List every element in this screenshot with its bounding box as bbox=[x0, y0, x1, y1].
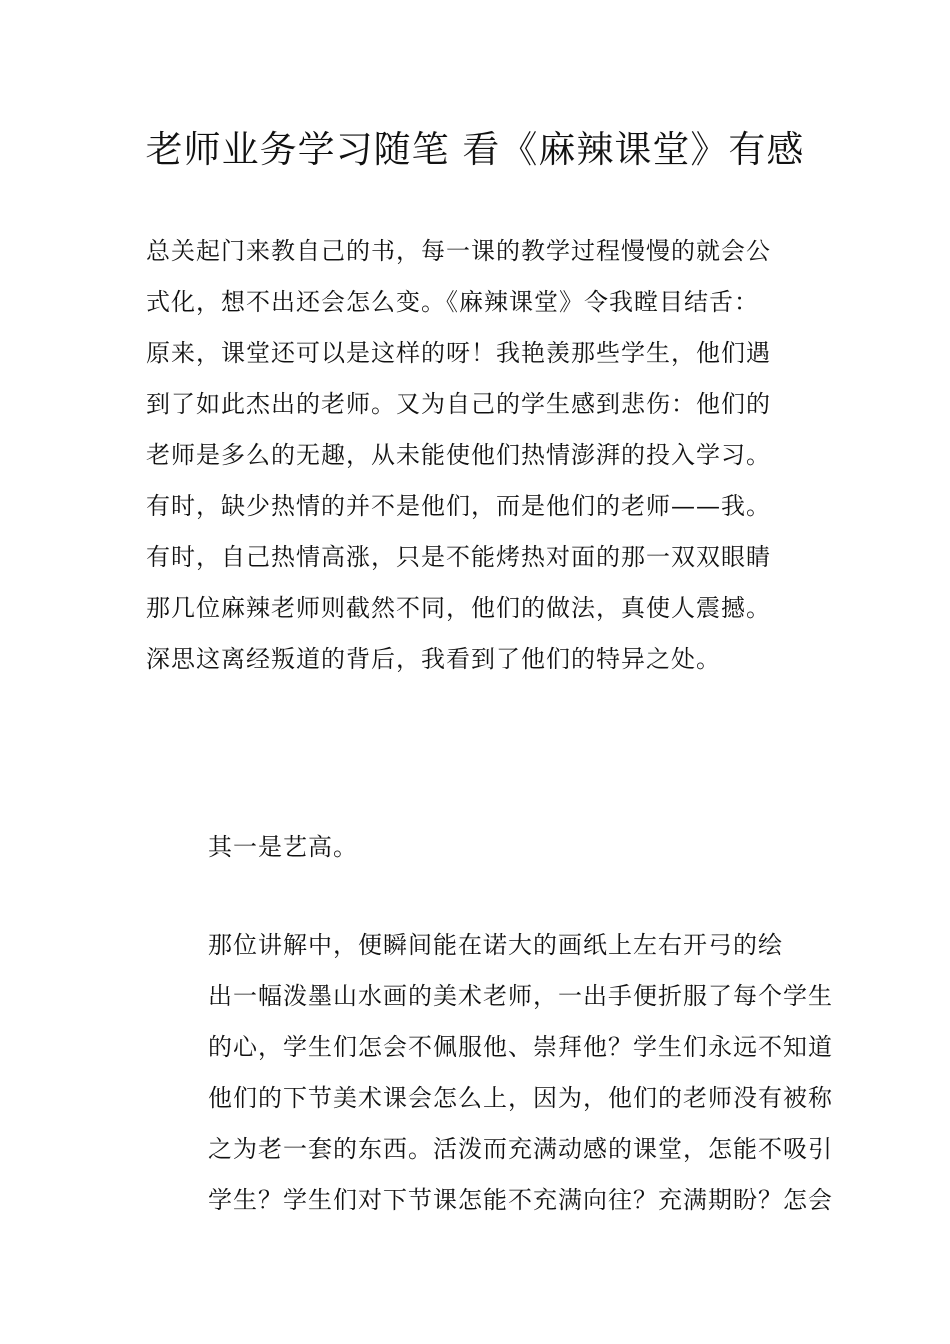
text-line: 老师是多么的无趣，从未能使他们热情澎湃的投入学习。 bbox=[146, 441, 771, 469]
text-line: 到了如此杰出的老师。又为自己的学生感到悲伤：他们的 bbox=[146, 390, 771, 418]
text-line: 原来，课堂还可以是这样的呀！我艳羡那些学生，他们遇 bbox=[146, 339, 771, 367]
document-title: 老师业务学习随笔 看《麻辣课堂》有感 bbox=[145, 128, 805, 171]
text-line: 有时，自己热情高涨，只是不能烤热对面的那一双双眼睛 bbox=[146, 543, 771, 571]
text-line: 之为老一套的东西。活泼而充满动感的课堂，怎能不吸引 bbox=[208, 1135, 833, 1163]
paragraph-intro bbox=[146, 226, 808, 685]
text-line: 那几位麻辣老师则截然不同，他们的做法，真使人震撼。 bbox=[146, 594, 771, 622]
text-line: 深思这离经叛道的背后，我看到了他们的特异之处。 bbox=[146, 645, 721, 673]
text-line: 总关起门来教自己的书，每一课的教学过程慢慢的就会公 bbox=[146, 237, 771, 265]
paragraph-point-one bbox=[146, 822, 808, 873]
text-line: 有时，缺少热情的并不是他们，而是他们的老师——我。 bbox=[146, 492, 771, 520]
paragraph-art-teacher bbox=[146, 920, 833, 1226]
text-line: 的心，学生们怎会不佩服他、崇拜他？学生们永远不知道 bbox=[208, 1033, 833, 1061]
text-line: 式化，想不出还会怎么变。《麻辣课堂》令我瞠目结舌： bbox=[146, 288, 759, 316]
text-line: 其一是艺高。 bbox=[208, 833, 358, 861]
text-line: 那位讲解中，便瞬间能在诺大的画纸上左右开弓的绘 bbox=[208, 931, 783, 959]
text-line: 出一幅泼墨山水画的美术老师，一出手便折服了每个学生 bbox=[208, 982, 833, 1010]
text-line: 他们的下节美术课会怎么上，因为，他们的老师没有被称 bbox=[208, 1084, 833, 1112]
text-line: 学生？学生们对下节课怎能不充满向往？充满期盼？怎会 bbox=[208, 1186, 833, 1214]
